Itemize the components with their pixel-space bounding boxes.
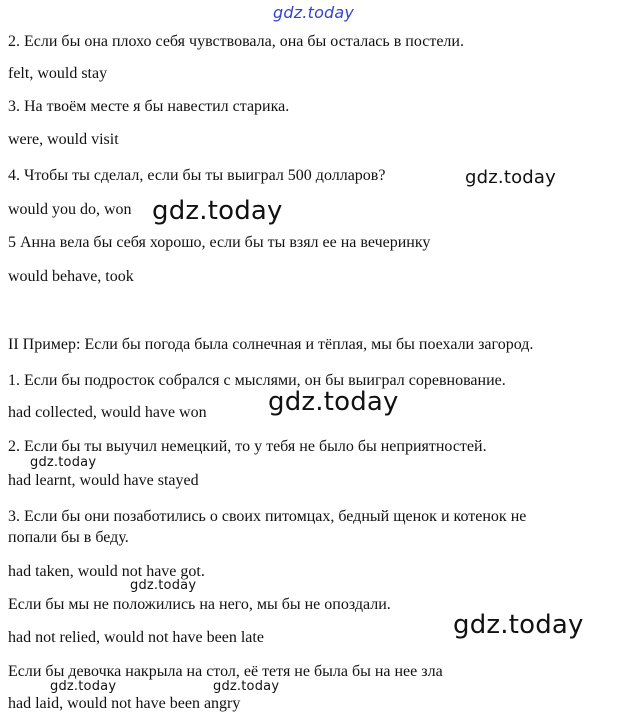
- answer-line: had collected, would have won: [8, 404, 207, 421]
- exercise-item-5: 5 Анна вела бы себя хорошо, если бы ты взял ее на вечеринку: [8, 234, 431, 251]
- answer-line: had learnt, would have stayed: [8, 472, 199, 489]
- answer-line: would behave, took: [8, 268, 134, 285]
- answer-line: had laid, would not have been angry: [8, 695, 241, 712]
- exercise-item-3-continued: попали бы в беду.: [8, 529, 129, 546]
- watermark: gdz.today: [453, 610, 584, 640]
- answer-line: had not relied, would not have been late: [8, 629, 264, 646]
- answer-line: had taken, would not have got.: [8, 563, 205, 580]
- section-ii-example: II Пример: Если бы погода была солнечная и тёплая, мы бы поехали загород.: [8, 336, 534, 353]
- exercise-sentence: Если бы девочка накрыла на стол, её тетя не была бы на нее зла: [8, 663, 443, 680]
- answer-line: would you do, won: [8, 201, 132, 218]
- watermark: gdz.today: [130, 578, 197, 593]
- watermark: gdz.today: [465, 167, 557, 188]
- watermark: gdz.today: [30, 455, 97, 470]
- answer-line: felt, would stay: [8, 65, 108, 82]
- answer-line: were, would visit: [8, 131, 119, 148]
- exercise-item-3: 3. На твоём месте я бы навестил старика.: [8, 98, 290, 115]
- watermark-top: gdz.today: [273, 3, 355, 22]
- watermark: gdz.today: [152, 196, 283, 226]
- watermark: gdz.today: [213, 679, 280, 694]
- exercise-item-1: 1. Если бы подросток собрался с мыслями, он бы выиграл соревнование.: [8, 372, 506, 389]
- exercise-item-2: 2. Если бы она плохо себя чувствовала, она бы осталась в постели.: [8, 33, 464, 50]
- watermark: gdz.today: [268, 387, 399, 417]
- exercise-item-2: 2. Если бы ты выучил немецкий, то у тебя не было бы неприятностей.: [8, 438, 487, 455]
- watermark: gdz.today: [50, 679, 117, 694]
- exercise-item-4: 4. Чтобы ты сделал, если бы ты выиграл 500 долларов?: [8, 167, 386, 184]
- exercise-sentence: Если бы мы не положились на него, мы бы не опоздали.: [8, 596, 391, 613]
- exercise-item-3: 3. Если бы они позаботились о своих питомцах, бедный щенок и котенок не: [8, 508, 527, 525]
